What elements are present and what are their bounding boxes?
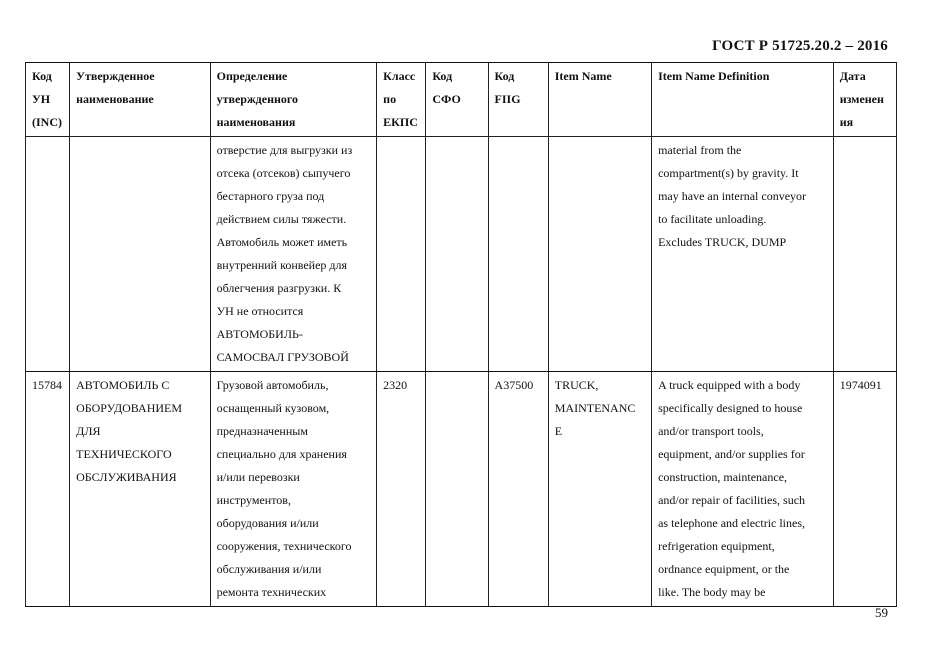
cell-date bbox=[833, 137, 896, 372]
standard-number: ГОСТ Р 51725.20.2 – 2016 bbox=[712, 38, 888, 54]
cell-definition: Грузовой автомобиль, оснащенный кузовом, предназначенным специально для хранения и/или перевозки инструментов, оборудования и/или сооружения, технического обслуживания и/или ремонта технических bbox=[210, 372, 377, 607]
cell-code bbox=[26, 137, 70, 372]
header-ekps-class: Класс по ЕКПС bbox=[377, 63, 426, 137]
table-row bbox=[26, 372, 897, 607]
cell-item-definition: material from the compartment(s) by gravity. It may have an internal conveyor to facilitate unloading. Excludes TRUCK, DUMP bbox=[652, 137, 834, 372]
nomenclature-table bbox=[25, 62, 897, 607]
header-inc-code: Код УН (INC) bbox=[26, 63, 70, 137]
header-item-name: Item Name bbox=[548, 63, 651, 137]
cell-item-definition: A truck equipped with a body specifically designed to house and/or transport tools, equipment, and/or supplies for construction, maintenance, and/or repair of facilities, such as telephone and electric lines, refrigeration equipment, ordnance equipment, or the like. The body may be bbox=[652, 372, 834, 607]
table-header-row bbox=[26, 63, 897, 137]
cell-date: 1974091 bbox=[833, 372, 896, 607]
header-change-date: Дата изменен ия bbox=[833, 63, 896, 137]
header-definition: Определение утвержденного наименования bbox=[210, 63, 377, 137]
cell-sfo bbox=[426, 137, 488, 372]
cell-definition: отверстие для выгрузки из отсека (отсеков) сыпучего бестарного груза под действием силы тяжести. Автомобиль может иметь внутренний конвейер для облегчения разгрузки. К УН не относится АВТОМОБИЛЬ- САМОСВАЛ ГРУЗОВОЙ bbox=[210, 137, 377, 372]
cell-approved-name: АВТОМОБИЛЬ С ОБОРУДОВАНИЕМ ДЛЯ ТЕХНИЧЕСКОГО ОБСЛУЖИВАНИЯ bbox=[70, 372, 210, 607]
table-row-continued bbox=[26, 137, 897, 372]
header-approved-name: Утвержденное наименование bbox=[70, 63, 210, 137]
cell-class: 2320 bbox=[377, 372, 426, 607]
cell-approved-name bbox=[70, 137, 210, 372]
cell-class bbox=[377, 137, 426, 372]
cell-item-name: TRUCK, MAINTENANC E bbox=[548, 372, 651, 607]
cell-code: 15784 bbox=[26, 372, 70, 607]
header-sfo-code: Код СФО bbox=[426, 63, 488, 137]
cell-fiig bbox=[488, 137, 548, 372]
cell-item-name bbox=[548, 137, 651, 372]
header-fiig-code: Код FIIG bbox=[488, 63, 548, 137]
cell-fiig: A37500 bbox=[488, 372, 548, 607]
header-item-name-definition: Item Name Definition bbox=[652, 63, 834, 137]
page-number: 59 bbox=[875, 605, 888, 620]
cell-sfo bbox=[426, 372, 488, 607]
